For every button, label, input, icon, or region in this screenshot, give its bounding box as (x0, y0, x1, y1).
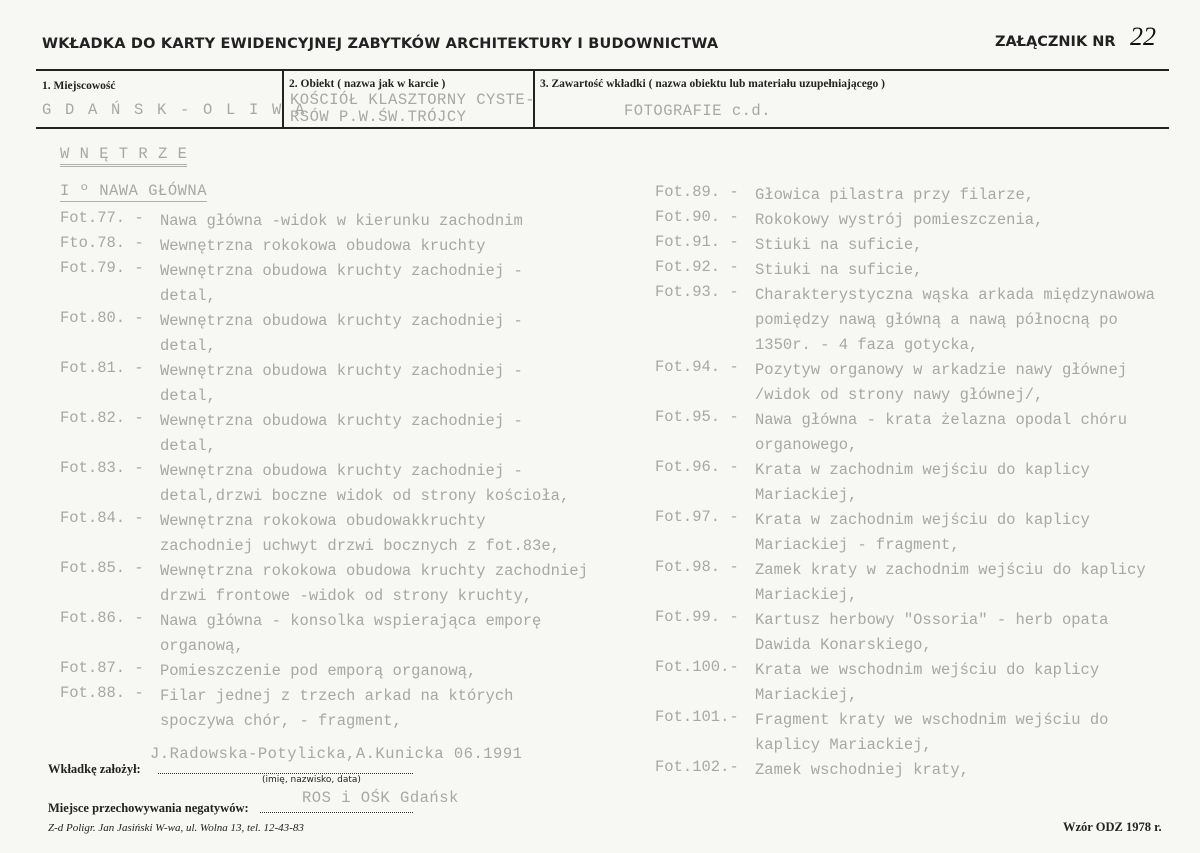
photo-number: Fot.96. - (655, 458, 739, 476)
description-line: Nawa główna -widok w kierunku zachodnim (160, 212, 523, 230)
photo-description (160, 359, 523, 409)
description-line: Stiuki na suficie, (755, 261, 923, 279)
photo-number: Fot.80. - (60, 309, 144, 327)
storage-value: ROS i OŚK Gdańsk (302, 789, 459, 807)
description-line: detal,drzwi boczne widok od strony kościoła, (160, 487, 570, 505)
description-line: detal, (160, 337, 216, 355)
photo-number: Fot.98. - (655, 558, 739, 576)
photo-number: Fot.89. - (655, 183, 739, 201)
description-line: Krata we wschodnim wejściu do kaplicy (755, 661, 1100, 679)
description-line: Wewnętrzna obudowa kruchty zachodniej - (160, 362, 523, 380)
section-heading-text: W N Ę T R Z E (60, 145, 187, 167)
description-line: Wewnętrzna obudowa kruchty zachodniej - (160, 412, 523, 430)
description-line: Zamek wschodniej kraty, (755, 761, 969, 779)
photo-description (160, 309, 523, 359)
annex-label: ZAŁĄCZNIK NR (995, 34, 1116, 50)
description-line: Pozytyw organowy w arkadzie nawy głównej (755, 361, 1128, 379)
locality-value: G D A Ń S K - O L I W A (42, 101, 307, 119)
photo-number: Fot.83. - (60, 459, 144, 477)
object-value-line2: RSÓW P.W.ŚW.TRÓJCY (290, 108, 467, 126)
photo-number: Fot.86. - (60, 609, 144, 627)
description-line: Kartusz herbowy "Ossoria" - herb opata (755, 611, 1109, 629)
description-line: Wewnętrzna rokokowa obudowakkruchty (160, 512, 486, 530)
photo-description (755, 608, 1108, 658)
top-rule (36, 69, 1169, 71)
object-value-line1: KOŚCIÓŁ KLASZTORNY CYSTE- (290, 91, 536, 109)
photo-description (755, 183, 1034, 208)
photo-number: Fot.91. - (655, 233, 739, 251)
photo-description (755, 208, 1043, 233)
description-line: kaplicy Mariackiej, (755, 736, 932, 754)
photo-description (160, 684, 513, 734)
description-line: zachodniej uchwyt drzwi bocznych z fot.83e, (160, 537, 560, 555)
photo-number: Fot.102.- (655, 758, 739, 776)
photo-description (755, 258, 922, 283)
printer-imprint: Z-d Poligr. Jan Jasiński W-wa, ul. Wolna 13, tel. 12-43-83 (48, 822, 304, 834)
description-line: Krata w zachodnim wejściu do kaplicy (755, 461, 1090, 479)
form-title: WKŁADKA DO KARTY EWIDENCYJNEJ ZABYTKÓW ARCHITEKTURY I BUDOWNICTWA (42, 36, 719, 52)
section-heading (60, 145, 187, 163)
photo-description (755, 658, 1099, 708)
description-line: Głowica pilastra przy filarze, (755, 186, 1035, 204)
photo-description (755, 408, 1127, 458)
description-line: drzwi frontowe -widok od strony kruchty, (160, 587, 533, 605)
photo-number: Fot.79. - (60, 259, 144, 277)
description-line: Wewnętrzna obudowa kruchty zachodniej - (160, 312, 523, 330)
description-line: organową, (160, 637, 244, 655)
photo-number: Fot.82. - (60, 409, 144, 427)
photo-number: Fot.85. - (60, 559, 144, 577)
description-line: Mariackiej, (755, 586, 858, 604)
description-line: Nawa główna - konsolka wspierająca emporę (160, 612, 542, 630)
photo-description (755, 758, 969, 783)
photo-description (755, 283, 1155, 358)
photo-description (755, 358, 1127, 408)
description-line: Dawida Konarskiego, (755, 636, 932, 654)
photo-number: Fot.81. - (60, 359, 144, 377)
photo-description (755, 708, 1108, 758)
description-line: Wewnętrzna obudowa kruchty zachodniej - (160, 262, 523, 280)
photo-number: Fot.90. - (655, 208, 739, 226)
photo-description (160, 509, 560, 559)
description-line: Charakterystyczna wąska arkada międzynawowa (755, 286, 1155, 304)
photo-number: Fot.100.- (655, 658, 739, 676)
description-line: Stiuki na suficie, (755, 236, 923, 254)
description-line: detal, (160, 437, 216, 455)
photo-number: Fot.77. - (60, 209, 144, 227)
description-line: detal, (160, 387, 216, 405)
photo-description (160, 459, 569, 509)
divider-1 (282, 70, 284, 128)
photo-number: Fot.94. - (655, 358, 739, 376)
photo-description (755, 233, 922, 258)
photo-description (755, 508, 1090, 558)
section-subheading-text: I º NAWA GŁÓWNA (60, 182, 208, 200)
photo-description (160, 409, 523, 459)
photo-number: Fot.88. - (60, 684, 144, 702)
description-line: Mariackiej - fragment, (755, 536, 960, 554)
created-dotted-line (158, 773, 413, 774)
photo-number: Fot.101.- (655, 708, 739, 726)
photo-description (160, 659, 476, 684)
content-label: 3. Zawartość wkładki ( nazwa obiektu lub materiału uzupełniającego ) (540, 78, 886, 90)
photo-description (755, 458, 1090, 508)
description-line: Rokokowy wystrój pomieszczenia, (755, 211, 1044, 229)
description-line: organowego, (755, 436, 858, 454)
description-line: pomiędzy nawą główną a nawą północną po (755, 311, 1118, 329)
photo-description (160, 234, 486, 259)
photo-description (160, 209, 523, 234)
bottom-rule (36, 127, 1169, 129)
locality-label: 1. Miejscowość (42, 80, 116, 92)
description-line: detal, (160, 287, 216, 305)
photo-number: Fot.99. - (655, 608, 739, 626)
photo-number: Fot.95. - (655, 408, 739, 426)
description-line: Filar jednej z trzech arkad na których (160, 687, 514, 705)
description-line: Zamek kraty w zachodnim wejściu do kaplicy (755, 561, 1146, 579)
description-line: spoczywa chór, - fragment, (160, 712, 402, 730)
description-line: /widok od strony nawy głównej/, (755, 386, 1044, 404)
photo-description (160, 559, 588, 609)
form-code: Wzór ODZ 1978 r. (1063, 820, 1162, 834)
description-line: Wewnętrzna obudowa kruchty zachodniej - (160, 462, 523, 480)
description-line: Wewnętrzna rokokowa obudowa kruchty (160, 237, 486, 255)
description-line: Krata w zachodnim wejściu do kaplicy (755, 511, 1090, 529)
photo-description (160, 609, 541, 659)
photo-number: Fot.97. - (655, 508, 739, 526)
photo-number: Fot.87. - (60, 659, 144, 677)
photo-description (755, 558, 1146, 608)
description-line: Nawa główna - krata żelazna opodal chóru (755, 411, 1128, 429)
created-value: J.Radowska-Potylicka,A.Kunicka 06.1991 (150, 745, 523, 763)
description-line: Pomieszczenie pod emporą organową, (160, 662, 477, 680)
photo-description (160, 259, 523, 309)
description-line: Mariackiej, (755, 486, 858, 504)
storage-label: Miejsce przechowywania negatywów: (48, 801, 249, 815)
description-line: 1350r. - 4 faza gotycka, (755, 336, 979, 354)
content-value: FOTOGRAFIE c.d. (624, 102, 772, 120)
annex-number: 22 (1130, 22, 1156, 51)
storage-dotted-line (260, 812, 413, 813)
description-line: Mariackiej, (755, 686, 858, 704)
created-label: Wkładkę założył: (48, 762, 141, 776)
created-hint: (imię, nazwisko, data) (262, 775, 361, 785)
photo-number: Fot.84. - (60, 509, 144, 527)
description-line: Wewnętrzna rokokowa obudowa kruchty zachodniej (160, 562, 588, 580)
object-label: 2. Obiekt ( nazwa jak w karcie ) (289, 78, 446, 90)
photo-number: Fot.93. - (655, 283, 739, 301)
photo-number: Fot.92. - (655, 258, 739, 276)
description-line: Fragment kraty we wschodnim wejściu do (755, 711, 1109, 729)
photo-number: Fto.78. - (60, 234, 144, 252)
section-subheading (60, 182, 207, 200)
